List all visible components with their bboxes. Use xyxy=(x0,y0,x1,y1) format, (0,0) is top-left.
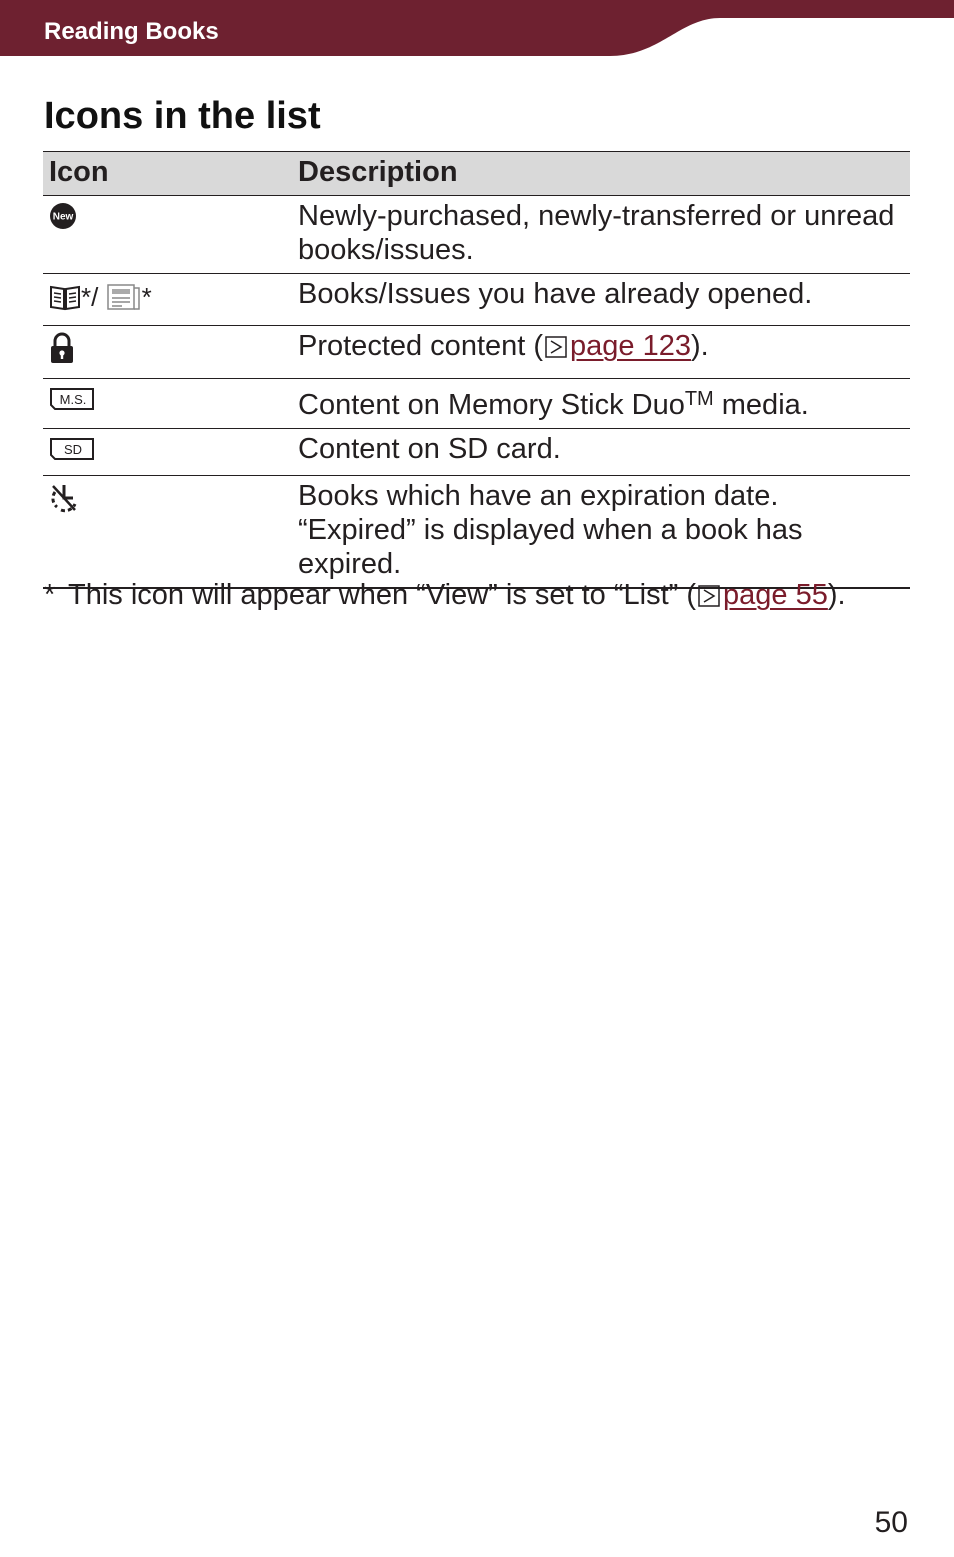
description-text: Content on Memory Stick Duo xyxy=(298,389,685,421)
description-cell: Newly-purchased, newly-transferred or unread books/issues. xyxy=(295,196,910,274)
sd-card-label: SD xyxy=(63,442,83,457)
new-badge-icon xyxy=(49,202,77,230)
icon-cell xyxy=(43,196,295,274)
opened-periodical-icon xyxy=(106,282,142,312)
column-header-icon: Icon xyxy=(43,152,295,196)
trademark-mark: TM xyxy=(684,388,714,410)
table-header-row xyxy=(43,152,910,196)
footnote-marker: * xyxy=(44,579,56,611)
opened-book-icon xyxy=(49,283,81,311)
memory-stick-label: M.S. xyxy=(59,392,87,407)
page-reference-icon xyxy=(698,580,720,616)
description-text-end: media. xyxy=(713,389,809,421)
page-123-link[interactable]: page 123 xyxy=(570,330,691,362)
new-badge-label: New xyxy=(52,211,74,223)
page-title: Icons in the list xyxy=(44,95,321,137)
lock-icon xyxy=(49,332,75,364)
table-row xyxy=(43,379,910,429)
footnote-text-end: ). xyxy=(827,579,846,611)
description-cell: Books which have an expiration date. “Expired” is displayed when a book has expired. xyxy=(295,476,910,589)
description-cell xyxy=(295,326,910,379)
footnote-marker: * xyxy=(141,282,152,312)
expiration-icon xyxy=(49,482,79,514)
description-cell: Books/Issues you have already opened. xyxy=(295,274,910,326)
table-row xyxy=(43,274,910,326)
footnote-text: This icon will appear when “View” is set to “List” ( xyxy=(68,579,697,611)
icon-cell xyxy=(43,429,295,476)
description-text-end: ). xyxy=(691,330,709,362)
table-row xyxy=(43,326,910,379)
table-row xyxy=(43,196,910,274)
icons-table xyxy=(43,151,910,589)
sd-card-icon xyxy=(49,437,95,461)
page-number: 50 xyxy=(874,1506,908,1539)
description-cell xyxy=(295,379,910,429)
section-title: Reading Books xyxy=(44,18,219,45)
icon-separator: */ xyxy=(81,282,106,312)
column-header-description: Description xyxy=(295,152,910,196)
description-text: Protected content ( xyxy=(298,330,544,362)
footnote xyxy=(44,577,924,616)
icon-cell xyxy=(43,379,295,429)
table-row xyxy=(43,476,910,589)
description-cell: Content on SD card. xyxy=(295,429,910,476)
page-reference-icon xyxy=(545,332,567,366)
page-55-link[interactable]: page 55 xyxy=(723,579,828,611)
icon-cell xyxy=(43,476,295,589)
icon-cell xyxy=(43,274,295,326)
icon-cell xyxy=(43,326,295,379)
table-row xyxy=(43,429,910,476)
memory-stick-icon xyxy=(49,387,95,411)
